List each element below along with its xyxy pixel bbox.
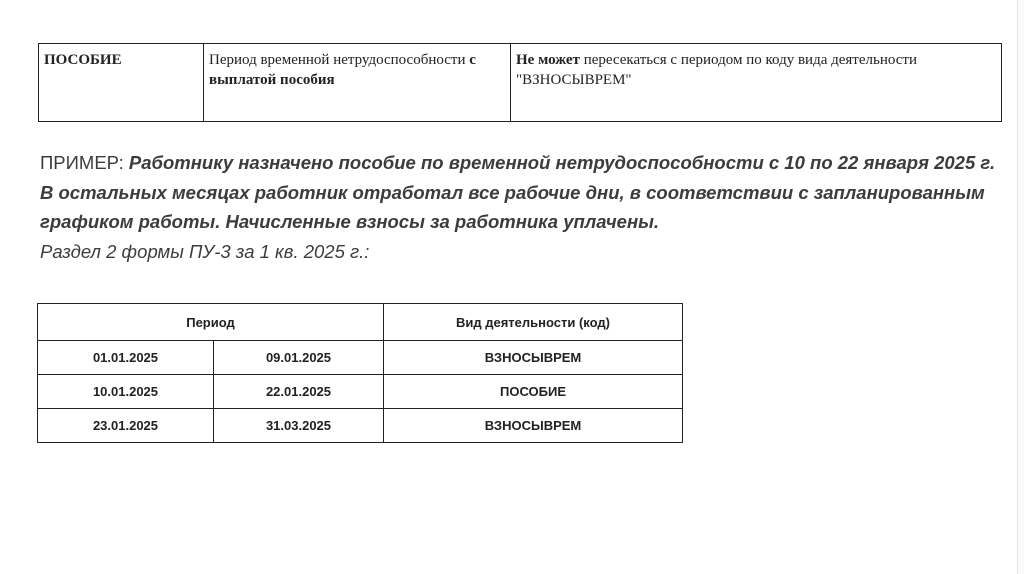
example-subtitle: Раздел 2 формы ПУ-3 за 1 кв. 2025 г.: [40, 240, 370, 262]
example-label: ПРИМЕР: [40, 152, 129, 173]
periods-table [37, 303, 683, 443]
rule-table [38, 43, 1002, 122]
example-block [40, 148, 1000, 266]
table-header-row [38, 304, 683, 341]
rule-description-emphasis: с выплатой пособия [209, 52, 476, 88]
rule-code-cell [39, 44, 204, 122]
activity-code: ПОСОБИЕ [384, 375, 683, 409]
rule-row [39, 44, 1002, 122]
table-row [38, 341, 683, 375]
period-to: 22.01.2025 [214, 375, 384, 409]
rule-constraint-cell [511, 44, 1002, 122]
period-from: 01.01.2025 [38, 341, 214, 375]
rule-description-cell [204, 44, 511, 122]
rule-constraint-emphasis: Не может [516, 52, 580, 68]
example-text: Работнику назначено пособие по временной нетрудоспособности с 10 по 22 января 2025 г. В остальных месяцах работник отработал все рабочие дни, в соответствии с запланированным графиком работы. Начисленные взносы за работника уплачены. [40, 152, 996, 232]
table-row [38, 375, 683, 409]
rule-constraint: пересекаться с периодом по коду вида деятельности "ВЗНОСЫВРЕМ" [516, 52, 917, 88]
slide-edge [1017, 0, 1024, 574]
period-to: 31.03.2025 [214, 409, 384, 443]
example-paragraph [40, 148, 1000, 237]
table-row [38, 409, 683, 443]
header-activity: Вид деятельности (код) [384, 304, 683, 341]
rule-description: Период временной нетрудоспособности [209, 52, 470, 68]
header-period: Период [38, 304, 384, 341]
period-from: 10.01.2025 [38, 375, 214, 409]
activity-code: ВЗНОСЫВРЕМ [384, 409, 683, 443]
period-from: 23.01.2025 [38, 409, 214, 443]
rule-code: ПОСОБИЕ [44, 52, 122, 68]
activity-code: ВЗНОСЫВРЕМ [384, 341, 683, 375]
period-to: 09.01.2025 [214, 341, 384, 375]
